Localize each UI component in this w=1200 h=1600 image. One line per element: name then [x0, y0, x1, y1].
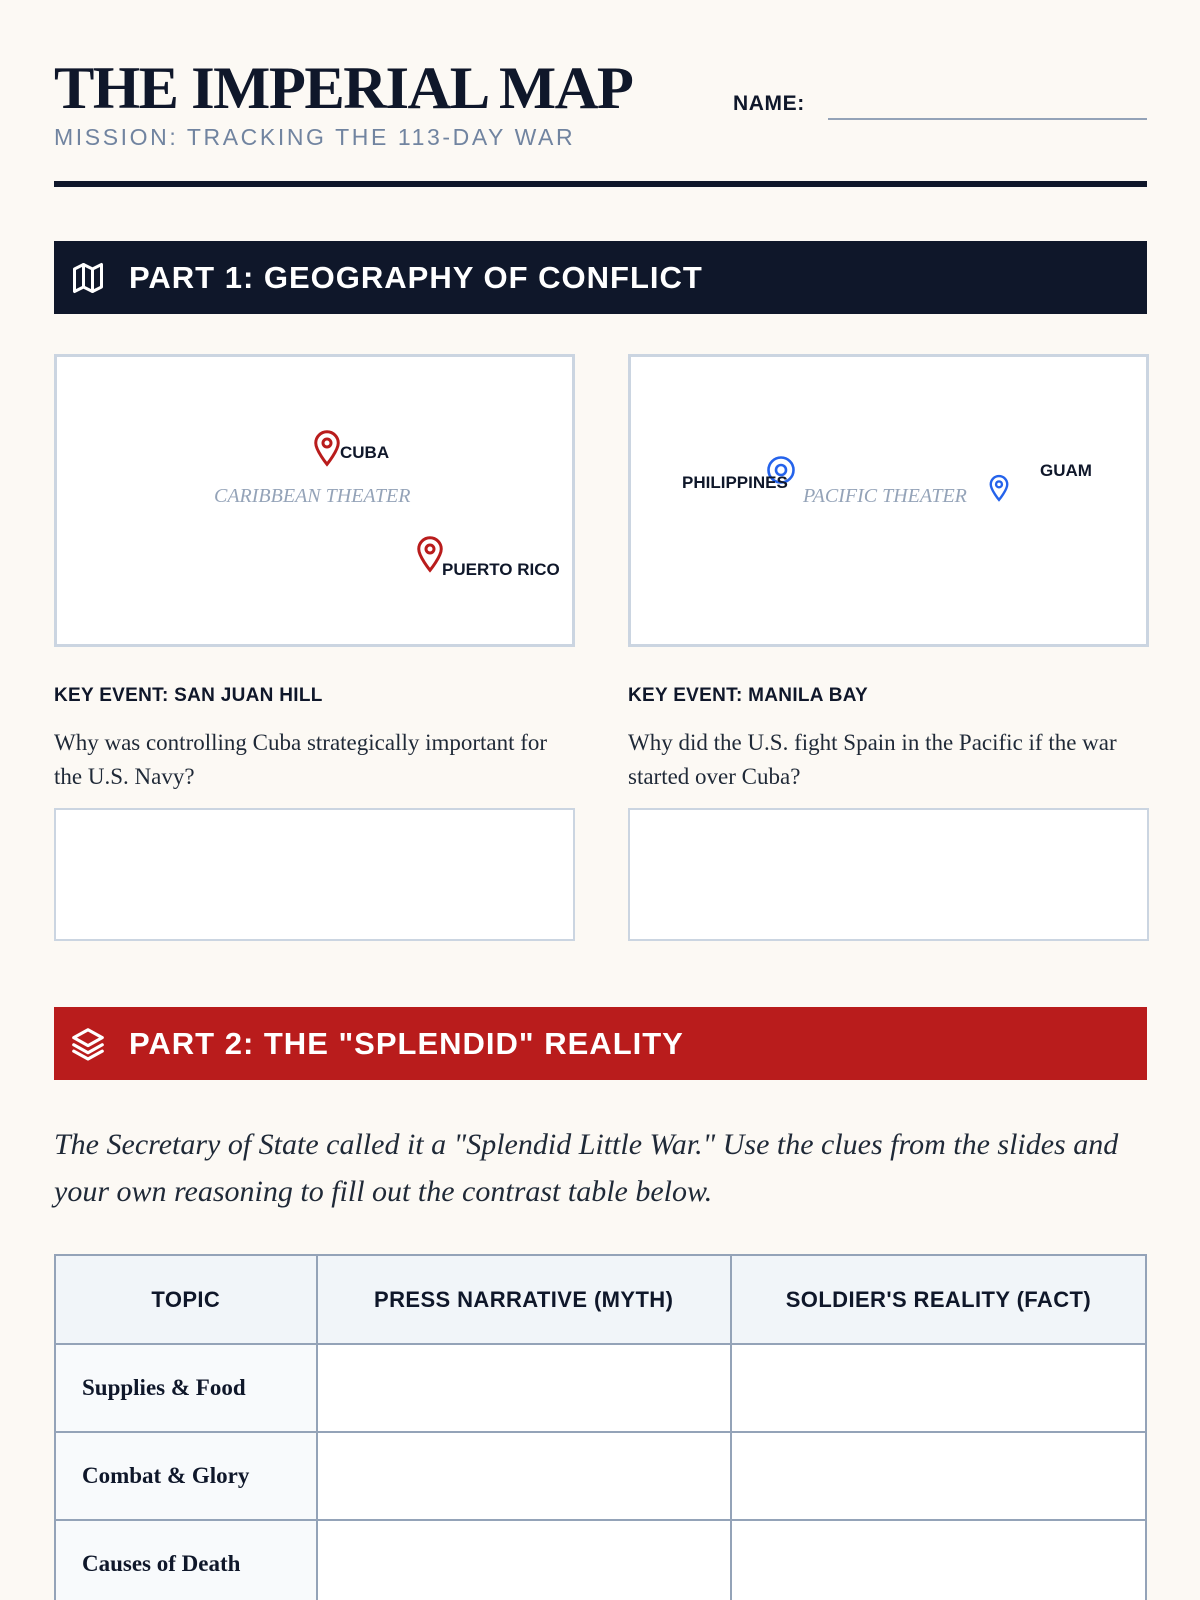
myth-cell[interactable]	[317, 1520, 731, 1600]
table-row	[55, 1432, 1146, 1520]
column-header-topic: TOPIC	[55, 1255, 317, 1344]
guam-pin-icon	[988, 474, 1010, 507]
question-pacific: Why did the U.S. fight Spain in the Pacific if the war started over Cuba?	[628, 730, 1117, 789]
part1-heading: PART 1: GEOGRAPHY OF CONFLICT	[129, 259, 703, 295]
cuba-pin-icon	[312, 429, 342, 472]
column-header-fact: SOLDIER'S REALITY (FACT)	[731, 1255, 1146, 1344]
fact-cell[interactable]	[731, 1432, 1146, 1520]
pacific-map	[628, 354, 1149, 647]
name-field[interactable]	[828, 118, 1147, 120]
map-icon	[69, 259, 107, 297]
table-header-row	[55, 1255, 1146, 1344]
header-divider	[54, 181, 1147, 187]
question-cuba: Why was controlling Cuba strategically important for the U.S. Navy?	[54, 730, 548, 789]
contrast-table	[54, 1254, 1147, 1600]
answer-box-cuba[interactable]	[54, 808, 575, 941]
table-row	[55, 1520, 1146, 1600]
myth-cell[interactable]	[317, 1344, 731, 1432]
column-header-myth: PRESS NARRATIVE (MYTH)	[317, 1255, 731, 1344]
place-label-puerto-rico: PUERTO RICO	[442, 560, 560, 579]
worksheet-page	[54, 0, 1147, 1600]
page-subtitle: MISSION: TRACKING THE 113-DAY WAR	[54, 124, 576, 150]
row-topic-combat: Combat & Glory	[55, 1432, 317, 1520]
page-title: THE IMPERIAL MAP	[54, 55, 633, 121]
place-label-philippines: PHILIPPINES	[682, 473, 788, 492]
key-event-san-juan-hill: KEY EVENT: SAN JUAN HILL	[54, 685, 323, 706]
key-event-manila-bay: KEY EVENT: MANILA BAY	[628, 685, 868, 706]
myth-cell[interactable]	[317, 1432, 731, 1520]
part1-heading-bar	[54, 241, 1147, 314]
row-topic-supplies: Supplies & Food	[55, 1344, 317, 1432]
worksheet-header	[54, 0, 1147, 188]
caribbean-theater-label: CARIBBEAN THEATER	[214, 485, 411, 507]
row-topic-death: Causes of Death	[55, 1520, 317, 1600]
caribbean-map	[54, 354, 575, 647]
place-label-cuba: CUBA	[340, 443, 390, 462]
table-row	[55, 1344, 1146, 1432]
pacific-theater-label: PACIFIC THEATER	[803, 485, 967, 507]
name-label: NAME:	[733, 92, 805, 115]
fact-cell[interactable]	[731, 1344, 1146, 1432]
place-label-guam: GUAM	[1040, 461, 1092, 480]
layers-icon	[69, 1025, 107, 1063]
fact-cell[interactable]	[731, 1520, 1146, 1600]
part2-heading-bar	[54, 1007, 1147, 1080]
answer-box-pacific[interactable]	[628, 808, 1149, 941]
part2-heading: PART 2: THE "SPLENDID" REALITY	[129, 1025, 684, 1061]
part2-instructions: The Secretary of State called it a "Splendid Little War." Use the clues from the slides and your own reasoning to fill out the contrast table below.	[54, 1128, 1119, 1208]
puerto-rico-pin-icon	[415, 535, 445, 578]
